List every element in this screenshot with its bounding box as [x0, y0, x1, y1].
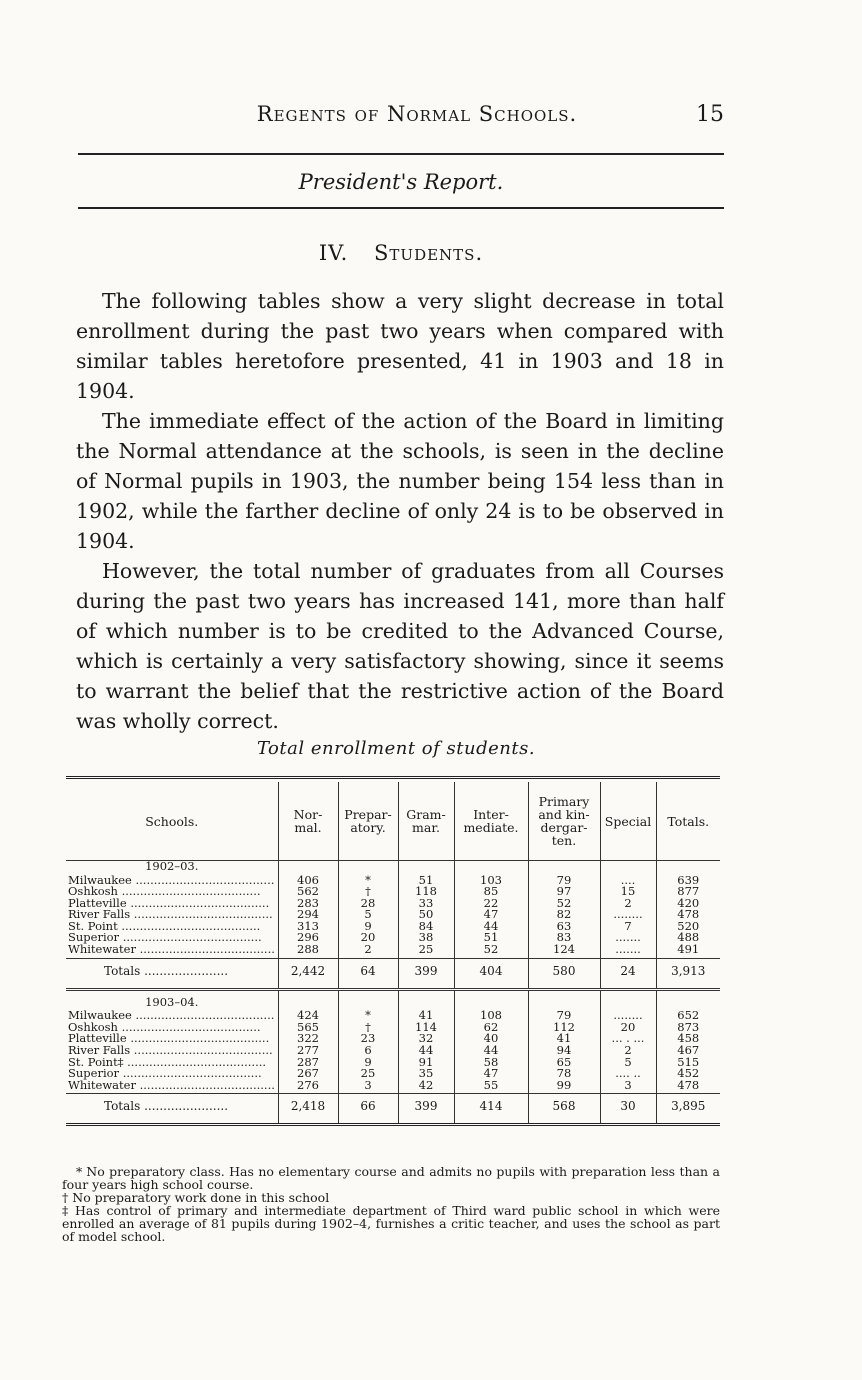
totals-value: 2,442 — [278, 958, 338, 989]
cell-value: 99 — [556, 1079, 572, 1092]
table-caption: Total enrollment of students. — [256, 738, 536, 759]
cell-value: 55 — [483, 1079, 499, 1092]
table-header-row — [66, 782, 720, 861]
cell-value: 491 — [677, 944, 700, 956]
cell-value: 520 — [677, 920, 700, 933]
value-cell — [600, 1008, 656, 1094]
totals-value: 3,895 — [656, 1094, 720, 1124]
cell-value: 424 — [297, 1010, 319, 1022]
cell-value: 420 — [677, 897, 700, 910]
school-name: St. Point ..... — [68, 921, 276, 933]
value-cell — [454, 1008, 528, 1094]
totals-value: 399 — [398, 958, 454, 989]
cell-value: 277 — [297, 1044, 319, 1057]
year-label: 1902–03. — [145, 859, 199, 873]
cell-value: 296 — [297, 932, 319, 945]
cell-value: 23 — [360, 1033, 376, 1045]
header-rule-bottom — [78, 207, 724, 209]
cell-value: * — [365, 1010, 371, 1022]
cell-value: 406 — [297, 874, 319, 887]
cell-value: 41 — [418, 1010, 434, 1022]
column-header: Special — [600, 782, 656, 861]
year-label: 1903–04. — [145, 994, 199, 1009]
cell-value: 20 — [360, 932, 376, 945]
cell-value: 47 — [483, 909, 499, 921]
cell-value: 62 — [483, 1021, 499, 1034]
running-title: Regents of Normal Schools. — [256, 102, 578, 126]
table-row — [66, 873, 720, 959]
cell-value: 65 — [556, 1056, 572, 1069]
section-heading — [78, 241, 724, 265]
cell-value: 44 — [483, 920, 499, 933]
school-name: Whitewater ..... — [68, 1080, 276, 1092]
value-cell — [338, 1008, 398, 1094]
totals-value: 399 — [398, 1094, 454, 1124]
value-cell — [600, 873, 656, 959]
cell-value: 40 — [483, 1033, 499, 1045]
cell-value: 288 — [297, 944, 319, 956]
cell-value: 5 — [364, 909, 372, 921]
cell-value: 20 — [620, 1021, 636, 1034]
cell-value: 84 — [418, 920, 434, 933]
totals-label: Totals ..... — [66, 1094, 278, 1124]
cell-value: 478 — [677, 909, 700, 921]
table-row — [66, 1008, 720, 1094]
value-cell — [398, 1008, 454, 1094]
cell-value: 15 — [620, 886, 636, 898]
value-cell — [656, 1008, 720, 1094]
paragraph: The immediate effect of the action of the Board in limiting the Normal attendance at the schools, is seen in the decline of Normal pupils in 1903, the number being 154 less than in 1902, while the farther decline of only 24 is to be observed in 1904. — [76, 409, 724, 553]
cell-value: 458 — [677, 1033, 700, 1045]
school-name: Oshkosh ..... — [68, 886, 276, 898]
footnote — [62, 1165, 720, 1191]
footnote-mark: ‡ — [62, 1203, 71, 1218]
cell-value: 82 — [556, 909, 572, 921]
column-header: Prepar- atory. — [338, 782, 398, 861]
column-header: Inter- mediate. — [454, 782, 528, 861]
header-rule-top — [78, 153, 724, 155]
cell-value: 3 — [364, 1079, 372, 1092]
school-name: Milwaukee ..... — [68, 875, 276, 887]
cell-value: 103 — [480, 874, 502, 887]
year-row — [66, 997, 720, 1009]
cell-value: 5 — [624, 1056, 632, 1069]
value-cell — [528, 873, 600, 959]
cell-value: 79 — [556, 1010, 572, 1022]
paragraph: The following tables show a very slight decrease in total enrollment during the past two years when compared with similar tables heretofore presented, 41 in 1903 and 18 in 1904. — [76, 289, 724, 403]
totals-value: 580 — [528, 958, 600, 989]
totals-label: Totals ..... — [66, 958, 278, 989]
enrollment-table — [66, 782, 720, 1123]
cell-value: 44 — [418, 1044, 434, 1057]
cell-value: 467 — [677, 1044, 700, 1057]
footnotes — [62, 1165, 720, 1243]
page-number: 15 — [696, 102, 724, 127]
cell-value: 283 — [297, 897, 319, 910]
totals-value: 2,418 — [278, 1094, 338, 1124]
table-body — [66, 861, 720, 1124]
cell-value: † — [365, 1021, 371, 1034]
value-cell — [656, 873, 720, 959]
value-cell — [528, 1008, 600, 1094]
school-name: Superior ..... — [68, 932, 276, 944]
cell-value: 42 — [418, 1079, 434, 1092]
school-name: St. Point‡ ..... — [68, 1057, 276, 1069]
cell-value: 38 — [418, 932, 434, 945]
cell-value: 25 — [418, 944, 434, 956]
cell-value: ... . ... — [611, 1033, 645, 1045]
school-name: Platteville ..... — [68, 1033, 276, 1045]
column-header: Gram- mar. — [398, 782, 454, 861]
cell-value: 565 — [297, 1021, 319, 1034]
totals-value: 66 — [338, 1094, 398, 1124]
cell-value: 873 — [677, 1021, 700, 1034]
cell-value: 488 — [677, 932, 700, 945]
cell-value: 58 — [483, 1056, 499, 1069]
value-cell — [454, 873, 528, 959]
body-text — [76, 286, 724, 736]
cell-value: 41 — [556, 1033, 572, 1045]
school-name: Platteville ..... — [68, 898, 276, 910]
cell-value: 6 — [364, 1044, 372, 1057]
cell-value: 32 — [418, 1033, 434, 1045]
totals-row — [66, 958, 720, 989]
cell-value: 78 — [556, 1068, 572, 1080]
cell-value: 112 — [553, 1021, 575, 1034]
cell-value: 7 — [624, 920, 632, 933]
running-head — [78, 102, 724, 127]
value-cell — [398, 873, 454, 959]
totals-value: 414 — [454, 1094, 528, 1124]
totals-value: 404 — [454, 958, 528, 989]
value-cell — [338, 873, 398, 959]
school-name: Whitewater ..... — [68, 944, 276, 956]
school-name: Milwaukee ..... — [68, 1010, 276, 1022]
school-name: Superior ..... — [68, 1068, 276, 1080]
cell-value: 50 — [418, 909, 434, 921]
cell-value: 85 — [483, 886, 499, 898]
section-title: Students. — [374, 241, 484, 265]
totals-row — [66, 1094, 720, 1124]
footnote-text: No preparatory work done in this school — [72, 1190, 330, 1205]
cell-value: 118 — [415, 886, 437, 898]
cell-value: 877 — [677, 886, 700, 898]
cell-value: ....... — [615, 932, 641, 945]
cell-value: 25 — [360, 1068, 376, 1080]
footnote-text: No preparatory class. Has no elementary course and admits no pupils with preparation less than a four years high school course. — [62, 1164, 720, 1192]
column-header: Schools. — [66, 782, 278, 861]
cell-value: 267 — [297, 1068, 319, 1080]
cell-value: 2 — [624, 897, 632, 910]
cell-value: 515 — [677, 1056, 700, 1069]
cell-value: 22 — [483, 897, 499, 910]
cell-value: 114 — [415, 1021, 437, 1034]
cell-value: 2 — [624, 1044, 632, 1057]
cell-value: 83 — [556, 932, 572, 945]
cell-value: 562 — [297, 886, 319, 898]
year-row — [66, 861, 720, 873]
cell-value: * — [365, 874, 371, 887]
cell-value: 94 — [556, 1044, 572, 1057]
cell-value: ........ — [613, 909, 643, 921]
cell-value: 313 — [297, 920, 319, 933]
footnote-mark: * — [76, 1164, 83, 1179]
column-header: Primary and kin- dergar- ten. — [528, 782, 600, 861]
cell-value: 51 — [483, 932, 499, 945]
cell-value: .... — [620, 874, 636, 887]
column-header: Nor- mal. — [278, 782, 338, 861]
cell-value: 3 — [624, 1079, 632, 1092]
cell-value: .... .. — [615, 1068, 641, 1080]
cell-value: 47 — [483, 1068, 499, 1080]
school-name: Oshkosh ..... — [68, 1022, 276, 1034]
cell-value: 52 — [483, 944, 499, 956]
cell-value: † — [365, 886, 371, 898]
cell-value: ........ — [613, 1010, 643, 1022]
cell-value: 63 — [556, 920, 572, 933]
cell-value: 108 — [480, 1010, 502, 1022]
cell-value: 452 — [677, 1068, 700, 1080]
table-bottom-rule — [66, 1123, 720, 1129]
cell-value: 287 — [297, 1056, 319, 1069]
school-cell — [66, 1008, 278, 1094]
cell-value: ....... — [615, 944, 641, 956]
section-number: IV. — [318, 241, 349, 265]
footnote-mark: † — [62, 1190, 69, 1205]
cell-value: 9 — [364, 1056, 372, 1069]
cell-value: 294 — [297, 909, 319, 921]
cell-value: 35 — [418, 1068, 434, 1080]
section-subtitle: President's Report. — [298, 170, 504, 194]
school-cell — [66, 873, 278, 959]
cell-value: 51 — [418, 874, 434, 887]
cell-value: 97 — [556, 886, 572, 898]
cell-value: 44 — [483, 1044, 499, 1057]
totals-value: 568 — [528, 1094, 600, 1124]
paragraph: However, the total number of graduates from all Courses during the past two years has increased 141, more than half of which number is to be credited to the Advanced Course, which is certainly a very satisfactory showing, since it seems to warrant the belief that the restrictive action of the Board was wholly correct. — [76, 559, 724, 733]
cell-value: 79 — [556, 874, 572, 887]
totals-value: 3,913 — [656, 958, 720, 989]
totals-value: 24 — [600, 958, 656, 989]
cell-value: 2 — [364, 944, 372, 956]
school-name: River Falls ..... — [68, 1045, 276, 1057]
cell-value: 322 — [297, 1033, 319, 1045]
cell-value: 33 — [418, 897, 434, 910]
cell-value: 52 — [556, 897, 572, 910]
footnote — [62, 1204, 720, 1243]
cell-value: 124 — [553, 944, 575, 956]
school-name: River Falls ..... — [68, 909, 276, 921]
cell-value: 276 — [297, 1079, 319, 1092]
cell-value: 91 — [418, 1056, 434, 1069]
column-header: Totals. — [656, 782, 720, 861]
cell-value: 9 — [364, 920, 372, 933]
totals-value: 30 — [600, 1094, 656, 1124]
cell-value: 28 — [360, 897, 376, 910]
cell-value: 639 — [677, 874, 700, 887]
value-cell — [278, 873, 338, 959]
footnote-text: Has control of primary and intermediate department of Third ward public school in which were enrolled an average of 81 pupils during 1902–4, furnishes a critic teacher, and uses the school as part of model school. — [62, 1203, 720, 1244]
cell-value: 652 — [677, 1010, 700, 1022]
value-cell — [278, 1008, 338, 1094]
cell-value: 478 — [677, 1079, 700, 1092]
enrollment-table-wrap — [66, 776, 720, 1129]
totals-value: 64 — [338, 958, 398, 989]
